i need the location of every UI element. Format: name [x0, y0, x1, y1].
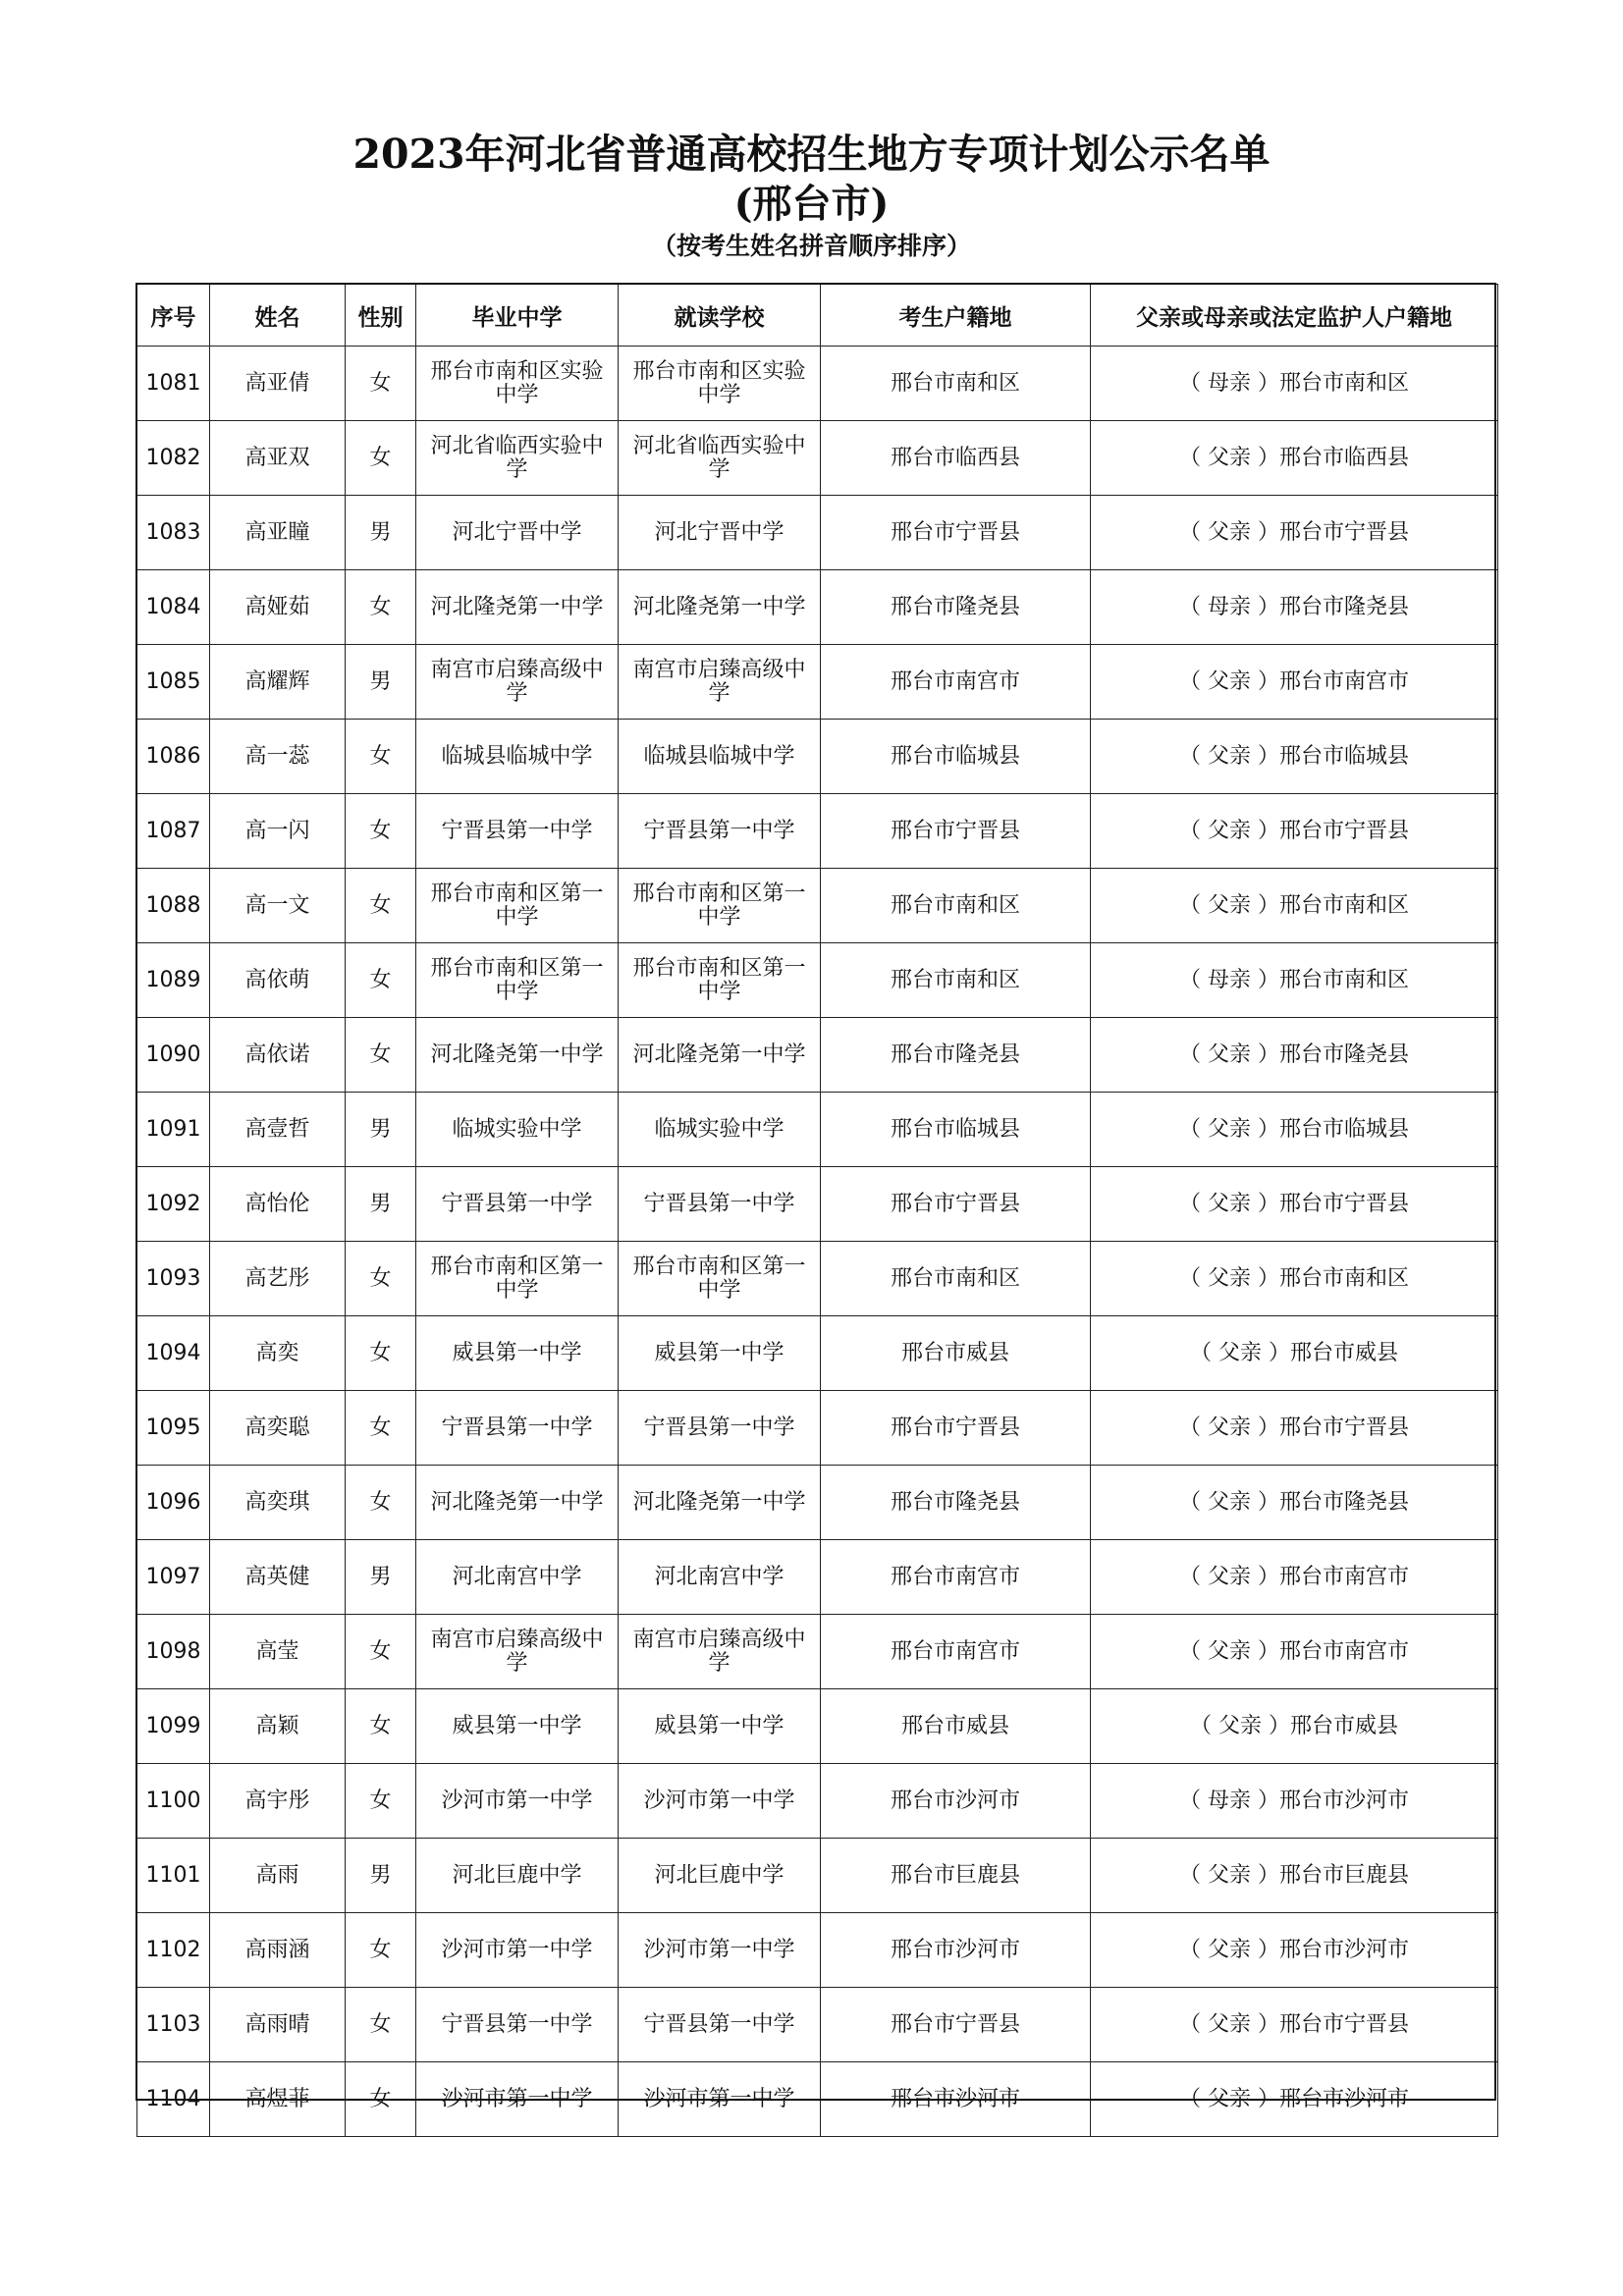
cell-current-school: 威县第一中学 — [619, 1689, 821, 1764]
cell-residence: 邢台市临城县 — [821, 720, 1091, 794]
cell-gender: 女 — [346, 1913, 416, 1988]
cell-current-school: 南宫市启臻高级中学 — [619, 1615, 821, 1689]
cell-seq: 1094 — [137, 1316, 210, 1391]
cell-guardian-residence: （ 父亲 ）邢台市隆尧县 — [1091, 1466, 1498, 1540]
cell-seq: 1104 — [137, 2062, 210, 2137]
cell-gender: 男 — [346, 1839, 416, 1913]
cell-residence: 邢台市南和区 — [821, 869, 1091, 943]
cell-guardian-residence: （ 父亲 ）邢台市临西县 — [1091, 421, 1498, 496]
cell-guardian-residence: （ 父亲 ）邢台市南宫市 — [1091, 1615, 1498, 1689]
cell-residence: 邢台市沙河市 — [821, 1764, 1091, 1839]
cell-current-school: 沙河市第一中学 — [619, 2062, 821, 2137]
cell-gender: 女 — [346, 347, 416, 421]
cell-gender: 女 — [346, 1242, 416, 1316]
cell-name: 高莹 — [210, 1615, 346, 1689]
cell-graduation-school: 邢台市南和区实验中学 — [416, 347, 619, 421]
cell-residence: 邢台市隆尧县 — [821, 1466, 1091, 1540]
cell-guardian-residence: （ 父亲 ）邢台市沙河市 — [1091, 2062, 1498, 2137]
cell-residence: 邢台市南和区 — [821, 347, 1091, 421]
cell-gender: 女 — [346, 1689, 416, 1764]
sort-order-note: （按考生姓名拼音顺序排序） — [651, 232, 971, 260]
cell-guardian-residence: （ 父亲 ）邢台市威县 — [1091, 1316, 1498, 1391]
header-gender: 性别 — [346, 285, 416, 347]
cell-current-school: 河北南宫中学 — [619, 1540, 821, 1615]
cell-gender: 女 — [346, 570, 416, 645]
cell-gender: 女 — [346, 1764, 416, 1839]
cell-gender: 女 — [346, 1466, 416, 1540]
table-row — [137, 1988, 1498, 2062]
cell-residence: 邢台市隆尧县 — [821, 570, 1091, 645]
table-row — [137, 496, 1498, 570]
table-row — [137, 1093, 1498, 1167]
cell-guardian-residence: （ 父亲 ）邢台市南宫市 — [1091, 1540, 1498, 1615]
admission-roster-table — [136, 284, 1498, 2137]
cell-graduation-school: 邢台市南和区第一中学 — [416, 1242, 619, 1316]
cell-name: 高怡伦 — [210, 1167, 346, 1242]
cell-seq: 1088 — [137, 869, 210, 943]
cell-guardian-residence: （ 父亲 ）邢台市宁晋县 — [1091, 1167, 1498, 1242]
cell-seq: 1085 — [137, 645, 210, 720]
table-row — [137, 1018, 1498, 1093]
cell-name: 高壹哲 — [210, 1093, 346, 1167]
cell-seq: 1096 — [137, 1466, 210, 1540]
cell-current-school: 河北隆尧第一中学 — [619, 1466, 821, 1540]
table-row — [137, 1689, 1498, 1764]
cell-guardian-residence: （ 母亲 ）邢台市南和区 — [1091, 347, 1498, 421]
cell-name: 高煜菲 — [210, 2062, 346, 2137]
cell-graduation-school: 河北宁晋中学 — [416, 496, 619, 570]
table-row — [137, 347, 1498, 421]
cell-graduation-school: 宁晋县第一中学 — [416, 794, 619, 869]
cell-graduation-school: 沙河市第一中学 — [416, 1913, 619, 1988]
cell-seq: 1097 — [137, 1540, 210, 1615]
cell-gender: 女 — [346, 2062, 416, 2137]
table-row — [137, 1466, 1498, 1540]
cell-gender: 男 — [346, 1540, 416, 1615]
table-row — [137, 1391, 1498, 1466]
header-guardian-residence: 父亲或母亲或法定监护人户籍地 — [1091, 285, 1498, 347]
cell-seq: 1090 — [137, 1018, 210, 1093]
cell-seq: 1093 — [137, 1242, 210, 1316]
cell-current-school: 威县第一中学 — [619, 1316, 821, 1391]
cell-name: 高奕 — [210, 1316, 346, 1391]
cell-guardian-residence: （ 父亲 ）邢台市临城县 — [1091, 1093, 1498, 1167]
cell-current-school: 临城实验中学 — [619, 1093, 821, 1167]
cell-name: 高亚瞳 — [210, 496, 346, 570]
cell-residence: 邢台市临城县 — [821, 1093, 1091, 1167]
cell-graduation-school: 宁晋县第一中学 — [416, 1391, 619, 1466]
cell-current-school: 邢台市南和区第一中学 — [619, 943, 821, 1018]
cell-graduation-school: 河北省临西实验中学 — [416, 421, 619, 496]
cell-seq: 1091 — [137, 1093, 210, 1167]
cell-name: 高雨涵 — [210, 1913, 346, 1988]
cell-seq: 1084 — [137, 570, 210, 645]
cell-residence: 邢台市隆尧县 — [821, 1018, 1091, 1093]
cell-residence: 邢台市威县 — [821, 1689, 1091, 1764]
cell-current-school: 邢台市南和区第一中学 — [619, 869, 821, 943]
cell-graduation-school: 河北隆尧第一中学 — [416, 1466, 619, 1540]
cell-gender: 男 — [346, 1167, 416, 1242]
cell-graduation-school: 威县第一中学 — [416, 1316, 619, 1391]
cell-guardian-residence: （ 父亲 ）邢台市宁晋县 — [1091, 496, 1498, 570]
cell-residence: 邢台市巨鹿县 — [821, 1839, 1091, 1913]
header-graduation-school: 毕业中学 — [416, 285, 619, 347]
table-row — [137, 1615, 1498, 1689]
cell-current-school: 沙河市第一中学 — [619, 1764, 821, 1839]
table-row — [137, 1316, 1498, 1391]
cell-seq: 1098 — [137, 1615, 210, 1689]
cell-gender: 女 — [346, 1391, 416, 1466]
page-subtitle: (邢台市) — [733, 181, 890, 227]
cell-name: 高亚倩 — [210, 347, 346, 421]
cell-guardian-residence: （ 母亲 ）邢台市隆尧县 — [1091, 570, 1498, 645]
cell-current-school: 南宫市启臻高级中学 — [619, 645, 821, 720]
cell-name: 高一闪 — [210, 794, 346, 869]
cell-current-school: 沙河市第一中学 — [619, 1913, 821, 1988]
cell-residence: 邢台市南宫市 — [821, 645, 1091, 720]
cell-graduation-school: 临城实验中学 — [416, 1093, 619, 1167]
cell-residence: 邢台市沙河市 — [821, 2062, 1091, 2137]
cell-name: 高宇彤 — [210, 1764, 346, 1839]
cell-seq: 1101 — [137, 1839, 210, 1913]
cell-graduation-school: 河北南宫中学 — [416, 1540, 619, 1615]
cell-current-school: 邢台市南和区实验中学 — [619, 347, 821, 421]
cell-guardian-residence: （ 父亲 ）邢台市宁晋县 — [1091, 1391, 1498, 1466]
cell-name: 高娅茹 — [210, 570, 346, 645]
cell-gender: 女 — [346, 421, 416, 496]
table-row — [137, 794, 1498, 869]
cell-seq: 1092 — [137, 1167, 210, 1242]
table-row — [137, 869, 1498, 943]
cell-residence: 邢台市南宫市 — [821, 1540, 1091, 1615]
cell-seq: 1102 — [137, 1913, 210, 1988]
cell-gender: 女 — [346, 943, 416, 1018]
cell-current-school: 临城县临城中学 — [619, 720, 821, 794]
cell-gender: 女 — [346, 1316, 416, 1391]
cell-current-school: 宁晋县第一中学 — [619, 794, 821, 869]
cell-name: 高雨 — [210, 1839, 346, 1913]
cell-residence: 邢台市南和区 — [821, 943, 1091, 1018]
cell-seq: 1083 — [137, 496, 210, 570]
cell-residence: 邢台市南和区 — [821, 1242, 1091, 1316]
cell-seq: 1099 — [137, 1689, 210, 1764]
cell-name: 高一文 — [210, 869, 346, 943]
table-row — [137, 943, 1498, 1018]
cell-guardian-residence: （ 父亲 ）邢台市沙河市 — [1091, 1913, 1498, 1988]
cell-current-school: 宁晋县第一中学 — [619, 1988, 821, 2062]
cell-graduation-school: 河北巨鹿中学 — [416, 1839, 619, 1913]
cell-current-school: 河北省临西实验中学 — [619, 421, 821, 496]
table-row — [137, 645, 1498, 720]
cell-graduation-school: 南宫市启臻高级中学 — [416, 1615, 619, 1689]
cell-seq: 1103 — [137, 1988, 210, 2062]
cell-seq: 1086 — [137, 720, 210, 794]
cell-graduation-school: 宁晋县第一中学 — [416, 1167, 619, 1242]
table-row — [137, 1242, 1498, 1316]
cell-graduation-school: 沙河市第一中学 — [416, 1764, 619, 1839]
cell-residence: 邢台市宁晋县 — [821, 1988, 1091, 2062]
table-body — [137, 347, 1498, 2137]
cell-name: 高英健 — [210, 1540, 346, 1615]
cell-guardian-residence: （ 父亲 ）邢台市宁晋县 — [1091, 1988, 1498, 2062]
cell-seq: 1089 — [137, 943, 210, 1018]
cell-guardian-residence: （ 父亲 ）邢台市南宫市 — [1091, 645, 1498, 720]
cell-gender: 女 — [346, 869, 416, 943]
cell-current-school: 宁晋县第一中学 — [619, 1391, 821, 1466]
table-row — [137, 2062, 1498, 2137]
cell-current-school: 宁晋县第一中学 — [619, 1167, 821, 1242]
cell-graduation-school: 宁晋县第一中学 — [416, 1988, 619, 2062]
table-row — [137, 1540, 1498, 1615]
cell-gender: 男 — [346, 496, 416, 570]
cell-graduation-school: 河北隆尧第一中学 — [416, 1018, 619, 1093]
cell-gender: 女 — [346, 1988, 416, 2062]
cell-name: 高颖 — [210, 1689, 346, 1764]
cell-graduation-school: 沙河市第一中学 — [416, 2062, 619, 2137]
page-title: 2023年河北省普通高校招生地方专项计划公示名单 — [352, 131, 1271, 178]
table-row — [137, 1764, 1498, 1839]
cell-residence: 邢台市宁晋县 — [821, 794, 1091, 869]
cell-residence: 邢台市宁晋县 — [821, 1391, 1091, 1466]
cell-guardian-residence: （ 父亲 ）邢台市南和区 — [1091, 869, 1498, 943]
cell-name: 高耀辉 — [210, 645, 346, 720]
table-row — [137, 1167, 1498, 1242]
cell-gender: 女 — [346, 1018, 416, 1093]
cell-residence: 邢台市宁晋县 — [821, 1167, 1091, 1242]
cell-name: 高依萌 — [210, 943, 346, 1018]
cell-guardian-residence: （ 母亲 ）邢台市南和区 — [1091, 943, 1498, 1018]
cell-seq: 1095 — [137, 1391, 210, 1466]
cell-name: 高雨晴 — [210, 1988, 346, 2062]
cell-name: 高艺彤 — [210, 1242, 346, 1316]
cell-guardian-residence: （ 父亲 ）邢台市威县 — [1091, 1689, 1498, 1764]
cell-graduation-school: 邢台市南和区第一中学 — [416, 943, 619, 1018]
cell-current-school: 河北隆尧第一中学 — [619, 570, 821, 645]
header-residence: 考生户籍地 — [821, 285, 1091, 347]
header-current-school: 就读学校 — [619, 285, 821, 347]
cell-current-school: 河北巨鹿中学 — [619, 1839, 821, 1913]
cell-current-school: 河北宁晋中学 — [619, 496, 821, 570]
cell-gender: 女 — [346, 794, 416, 869]
cell-residence: 邢台市宁晋县 — [821, 496, 1091, 570]
cell-current-school: 河北隆尧第一中学 — [619, 1018, 821, 1093]
cell-seq: 1100 — [137, 1764, 210, 1839]
cell-gender: 男 — [346, 1093, 416, 1167]
cell-name: 高一蕊 — [210, 720, 346, 794]
cell-graduation-school: 南宫市启臻高级中学 — [416, 645, 619, 720]
cell-gender: 女 — [346, 1615, 416, 1689]
cell-name: 高奕聪 — [210, 1391, 346, 1466]
cell-graduation-school: 河北隆尧第一中学 — [416, 570, 619, 645]
cell-gender: 男 — [346, 645, 416, 720]
cell-residence: 邢台市临西县 — [821, 421, 1091, 496]
cell-guardian-residence: （ 父亲 ）邢台市巨鹿县 — [1091, 1839, 1498, 1913]
table-header-row — [137, 285, 1498, 347]
cell-name: 高奕琪 — [210, 1466, 346, 1540]
table-row — [137, 1839, 1498, 1913]
table-row — [137, 720, 1498, 794]
cell-gender: 女 — [346, 720, 416, 794]
cell-guardian-residence: （ 母亲 ）邢台市沙河市 — [1091, 1764, 1498, 1839]
table-row — [137, 421, 1498, 496]
cell-guardian-residence: （ 父亲 ）邢台市临城县 — [1091, 720, 1498, 794]
cell-guardian-residence: （ 父亲 ）邢台市隆尧县 — [1091, 1018, 1498, 1093]
header-seq: 序号 — [137, 285, 210, 347]
cell-guardian-residence: （ 父亲 ）邢台市宁晋县 — [1091, 794, 1498, 869]
cell-graduation-school: 威县第一中学 — [416, 1689, 619, 1764]
cell-residence: 邢台市沙河市 — [821, 1913, 1091, 1988]
header-name: 姓名 — [210, 285, 346, 347]
cell-residence: 邢台市威县 — [821, 1316, 1091, 1391]
cell-current-school: 邢台市南和区第一中学 — [619, 1242, 821, 1316]
cell-residence: 邢台市南宫市 — [821, 1615, 1091, 1689]
cell-guardian-residence: （ 父亲 ）邢台市南和区 — [1091, 1242, 1498, 1316]
cell-seq: 1087 — [137, 794, 210, 869]
cell-graduation-school: 临城县临城中学 — [416, 720, 619, 794]
table-row — [137, 570, 1498, 645]
table-row — [137, 1913, 1498, 1988]
cell-name: 高依诺 — [210, 1018, 346, 1093]
cell-seq: 1081 — [137, 347, 210, 421]
cell-graduation-school: 邢台市南和区第一中学 — [416, 869, 619, 943]
cell-seq: 1082 — [137, 421, 210, 496]
cell-name: 高亚双 — [210, 421, 346, 496]
